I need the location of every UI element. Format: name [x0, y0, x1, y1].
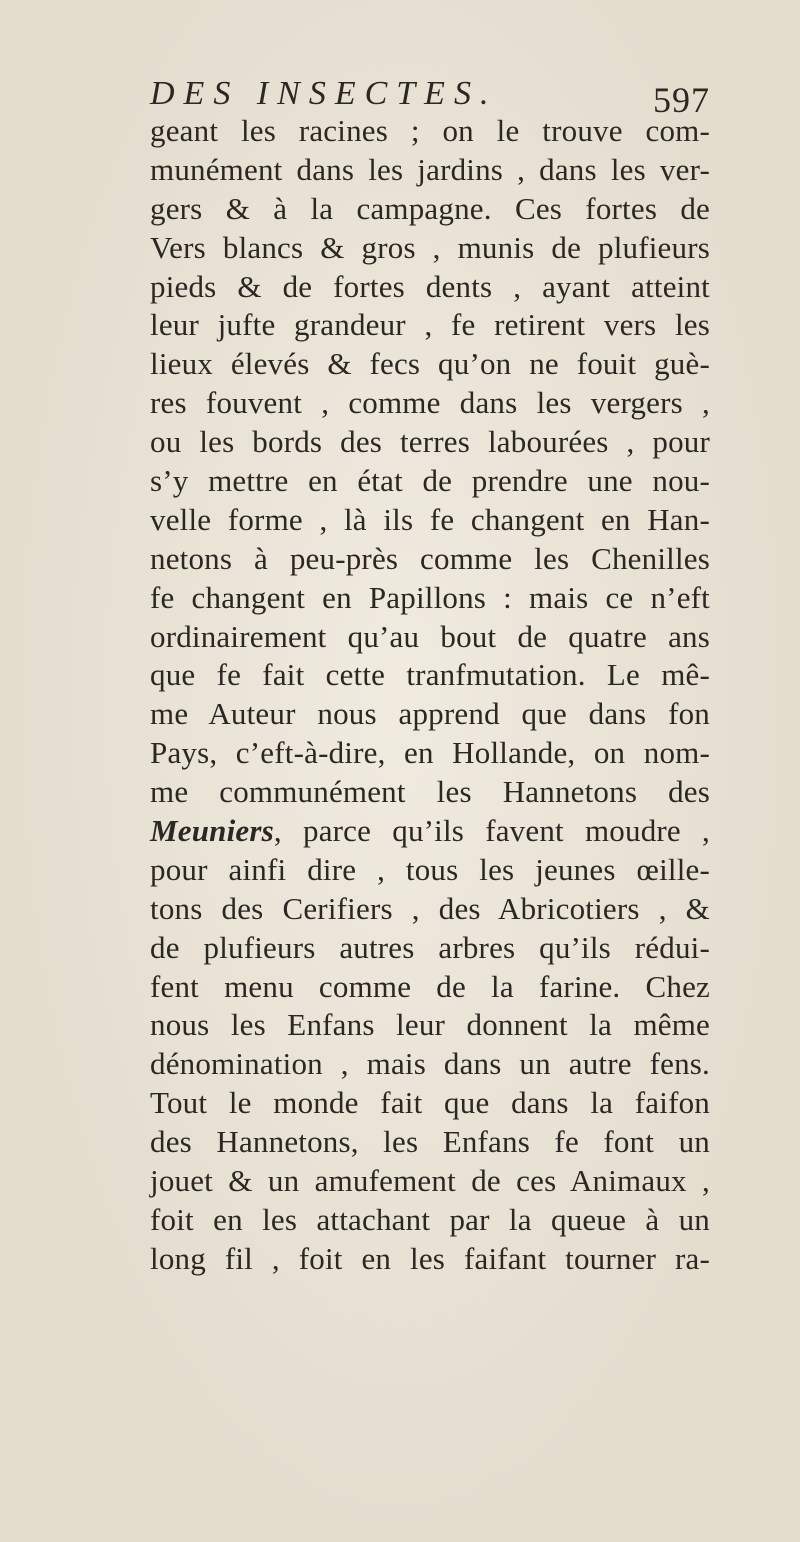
text-line: long fil , foit en les faifant tourner ra-	[150, 1240, 710, 1276]
text-line: ordinairement qu’au bout de quatre ans	[150, 618, 710, 654]
text-line: de plufieurs autres arbres qu’ils rédui-	[150, 929, 710, 965]
text-line: velle forme , là ils fe changent en Han-	[150, 501, 710, 537]
text-line: dénomination , mais dans un autre fens.	[150, 1046, 710, 1082]
body-text	[150, 112, 710, 1279]
italic-term: Meuniers	[150, 813, 274, 849]
text-line: me Auteur nous apprend que dans fon	[150, 696, 710, 732]
text-line: netons à peu-près comme les Chenilles	[150, 540, 710, 576]
text-line: munément dans les jardins , dans les ver-	[150, 151, 710, 187]
text-line: fent menu comme de la farine. Chez	[150, 968, 710, 1004]
text-line: nous les Enfans leur donnent la même	[150, 1007, 710, 1043]
text-line: Vers blancs & gros , munis de plufieurs	[150, 229, 710, 265]
text-line: res fouvent , comme dans les vergers ,	[150, 385, 710, 421]
text-line: leur jufte grandeur , fe retirent vers les	[150, 307, 710, 343]
text-line: foit en les attachant par la queue à un	[150, 1201, 710, 1237]
page-number: 597	[653, 80, 710, 120]
text-line: jouet & un amufement de ces Animaux ,	[150, 1163, 710, 1199]
text-line-with-italic	[150, 812, 710, 851]
text-line: gers & à la campagne. Ces fortes de	[150, 190, 710, 226]
text-line: tons des Cerifiers , des Abricotiers , &	[150, 890, 710, 926]
text-line: me communément les Hannetons des	[150, 774, 710, 810]
running-title: DES INSECTES.	[150, 75, 498, 112]
text-line: fe changent en Papillons : mais ce n’eft	[150, 579, 710, 615]
text-line: Pays, c’eft-à-dire, en Hollande, on nom-	[150, 735, 710, 771]
text-line: pour ainfi dire , tous les jeunes œille-	[150, 851, 710, 887]
text-line: geant les racines ; on le trouve com-	[150, 113, 710, 148]
text-line: lieux élevés & fecs qu’on ne fouit guè-	[150, 346, 710, 382]
text-line: s’y mettre en état de prendre une nou-	[150, 463, 710, 499]
text-line: que fe fait cette tranfmutation. Le mê-	[150, 657, 710, 693]
text-line: ou les bords des terres labourées , pour	[150, 424, 710, 460]
text-line-rest: , parce qu’ils favent moudre ,	[273, 813, 710, 849]
text-line: Tout le monde fait que dans la faifon	[150, 1085, 710, 1121]
text-line: pieds & de fortes dents , ayant atteint	[150, 268, 710, 304]
text-line: des Hannetons, les Enfans fe font un	[150, 1124, 710, 1160]
